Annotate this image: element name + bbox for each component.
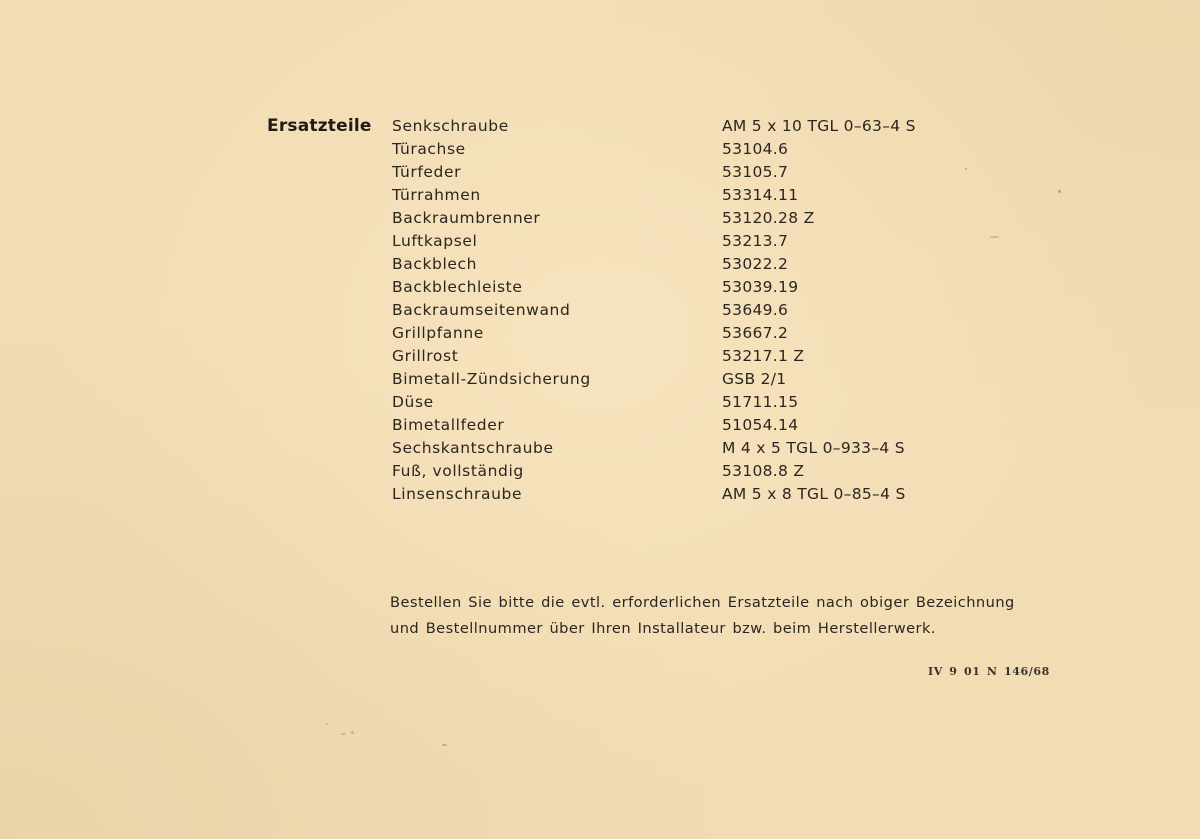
part-name: Grillpfanne [392, 323, 484, 342]
part-name: Linsenschraube [392, 484, 523, 503]
part-number: 51054.14 [722, 415, 799, 434]
part-name: Türachse [392, 139, 466, 158]
part-number: GSB 2/1 [722, 369, 787, 388]
list-item [392, 206, 992, 229]
part-number: 53314.11 [722, 185, 799, 204]
part-name: Backraumseitenwand [392, 300, 571, 319]
list-item [392, 160, 992, 183]
part-number: 53108.8 Z [722, 461, 805, 480]
part-number: AM 5 x 8 TGL 0–85–4 S [722, 484, 906, 503]
part-number: M 4 x 5 TGL 0–933–4 S [722, 438, 905, 457]
part-name: Backraumbrenner [392, 208, 541, 227]
paper-speck [326, 723, 328, 725]
list-item [392, 482, 992, 505]
part-number: 51711.15 [722, 392, 799, 411]
list-item [392, 436, 992, 459]
part-number: 53022.2 [722, 254, 789, 273]
list-item [392, 252, 992, 275]
list-item [392, 183, 992, 206]
part-number: 53120.28 Z [722, 208, 815, 227]
list-item [392, 459, 992, 482]
part-name: Türrahmen [392, 185, 481, 204]
list-item [392, 114, 992, 137]
document-code: IV 9 01 N 146/68 [928, 665, 1050, 678]
part-number: AM 5 x 10 TGL 0–63–4 S [722, 116, 916, 135]
part-name: Backblech [392, 254, 478, 273]
parts-list [392, 114, 992, 505]
list-item [392, 275, 992, 298]
order-note-line-1: Bestellen Sie bitte die evtl. erforderlichen Ersatzteile nach obiger Bezeichnung [390, 594, 1015, 611]
paper-speck [1058, 190, 1061, 193]
list-item [392, 413, 992, 436]
list-item [392, 390, 992, 413]
paper-speck [442, 744, 447, 746]
part-number: 53213.7 [722, 231, 789, 250]
part-number: 53104.6 [722, 139, 789, 158]
part-name: Senkschraube [392, 116, 509, 135]
list-item [392, 344, 992, 367]
list-item [392, 137, 992, 160]
part-number: 53039.19 [722, 277, 799, 296]
part-number: 53105.7 [722, 162, 789, 181]
list-item [392, 321, 992, 344]
part-name: Bimetall-Zündsicherung [392, 369, 591, 388]
part-name: Türfeder [392, 162, 462, 181]
paper-speck [990, 236, 999, 238]
part-name: Grillrost [392, 346, 459, 365]
section-title: Ersatzteile [267, 116, 372, 136]
order-note [390, 590, 1070, 642]
paper-speck [351, 731, 354, 734]
paper-speck [965, 168, 967, 170]
part-name: Düse [392, 392, 434, 411]
part-number: 53667.2 [722, 323, 789, 342]
list-item [392, 298, 992, 321]
part-name: Sechskantschraube [392, 438, 554, 457]
part-name: Bimetallfeder [392, 415, 505, 434]
list-item [392, 367, 992, 390]
part-name: Luftkapsel [392, 231, 478, 250]
part-number: 53217.1 Z [722, 346, 805, 365]
list-item [392, 229, 992, 252]
paper-speck [341, 733, 346, 735]
part-number: 53649.6 [722, 300, 789, 319]
order-note-line-2: und Bestellnummer über Ihren Installateur bzw. beim Herstellerwerk. [390, 620, 936, 637]
part-name: Fuß, vollständig [392, 461, 524, 480]
part-name: Backblechleiste [392, 277, 523, 296]
